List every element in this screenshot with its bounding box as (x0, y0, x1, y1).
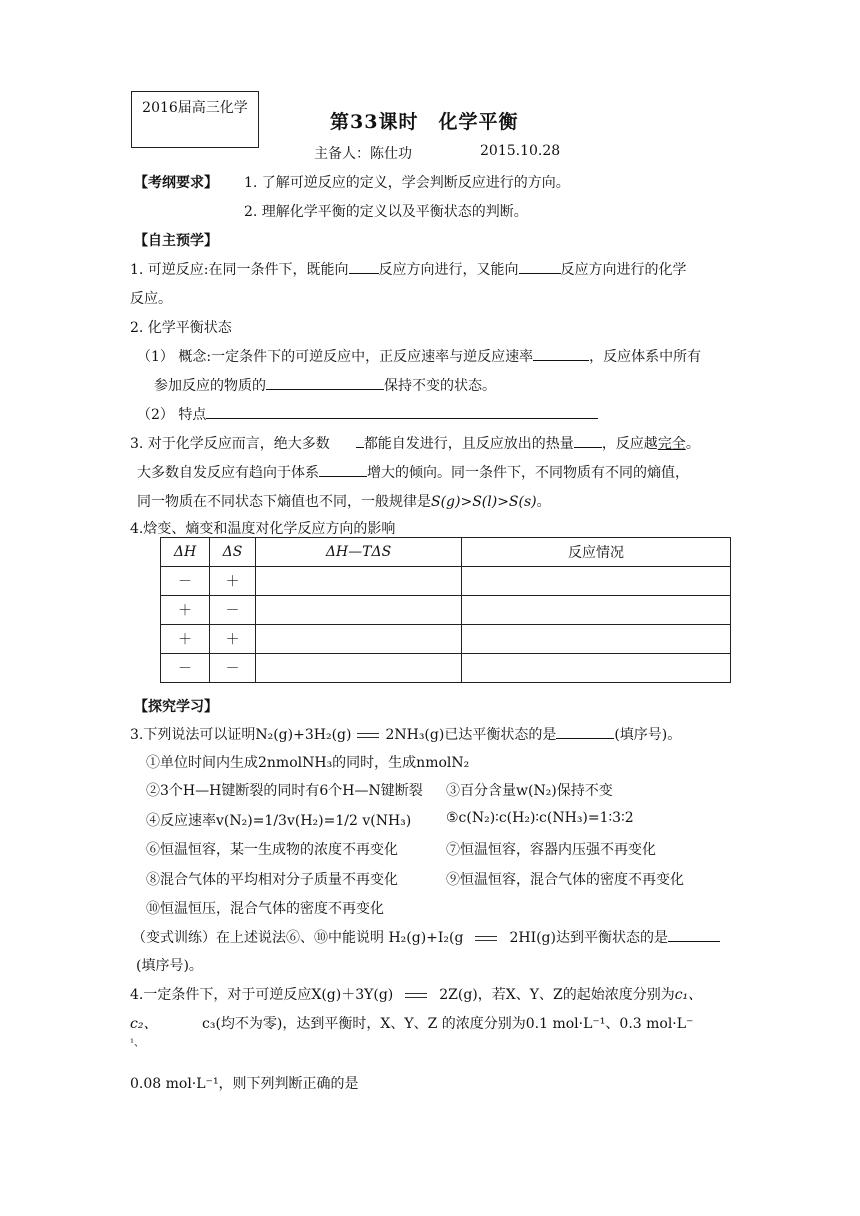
option-3: ③百分含量w(N₂)保持不变 (446, 783, 613, 799)
date: 2015.10.28 (480, 143, 561, 159)
tanjiu-q3: 3.下列说法可以证明N₂(g)+3H₂(g) 2NH₃(g)已达平衡状态的是 (填序号)。 (130, 724, 681, 744)
option-10: ⑩恒温恒压，混合气体的密度不再变化 (146, 901, 384, 917)
equilibrium-arrow-icon (475, 934, 497, 942)
yuxue-q3: 3. 对于化学反应而言，绝大多数 都能自发进行，且反应放出的热量 ，反应越完全。 (130, 433, 700, 453)
tanjiu-q4-end: 0.08 mol·L⁻¹，则下列判断正确的是 (130, 1076, 359, 1092)
kaogang-item-2: 2. 理解化学平衡的定义以及平衡状态的判断。 (244, 204, 528, 220)
enthalpy-entropy-table (160, 537, 731, 683)
preparer: 主备人：陈仕功 (314, 146, 412, 162)
table-row: ＋ ＋ (161, 625, 731, 654)
class-label: 2016届高三化学 (142, 100, 248, 116)
option-8: ⑧混合气体的平均相对分子质量不再变化 (146, 872, 398, 888)
table-row: ＋ － (161, 596, 731, 625)
equilibrium-arrow-icon (357, 731, 379, 739)
header-reaction: 反应情况 (462, 538, 731, 567)
yuxue-q2: 2. 化学平衡状态 (130, 320, 232, 336)
tanjiu-q4-wrap: ¹、 (130, 1038, 145, 1049)
tanjiu-q4: 4.一定条件下，对于可逆反应X(g)＋3Y(g) 2Z(g)，若X、Y、Z的起始浓度分别为c₁、 (130, 987, 703, 1003)
yuxue-q1-cont: 反应。 (130, 291, 172, 307)
equilibrium-arrow-icon (405, 991, 427, 999)
page-title: 第33课时 化学平衡 (330, 111, 519, 133)
variant-question-cont: (填序号)。 (136, 958, 203, 974)
option-6: ⑥恒温恒容，某一生成物的浓度不再变化 (146, 842, 398, 858)
header-ds: ΔS (222, 544, 243, 560)
yuxue-q2-2: （2） 特点 (137, 404, 598, 424)
option-1: ①单位时间内生成2nmolNH₃的同时，生成nmolN₂ (146, 755, 470, 771)
table-row: － － (161, 654, 731, 683)
option-4: ④反应速率v(N₂)=1/3v(H₂)=1/2 v(NH₃) (146, 813, 412, 829)
header-dh-tds: ΔH—TΔS (325, 544, 392, 560)
tanjiu-q4-cont: c₃(均不为零)，达到平衡时，X、Y、Z 的浓度分别为0.1 mol·L⁻¹、0.3 mol·L⁻ (202, 1016, 694, 1032)
option-7: ⑦恒温恒容，容器内压强不再变化 (446, 842, 656, 858)
tanjiu-label: 【探究学习】 (134, 699, 218, 715)
yuxue-q4: 4.焓变、熵变和温度对化学反应方向的影响 (130, 521, 396, 537)
header-dh: ΔH (173, 544, 197, 560)
kaogang-item-1: 1. 了解可逆反应的定义，学会判断反应进行的方向。 (244, 175, 570, 191)
yuxue-q2-1-cont: 参加反应的物质的 保持不变的状态。 (154, 375, 496, 395)
tanjiu-q4-c2: c₂、 (130, 1016, 158, 1032)
yuxue-q3-cont2: 同一物质在不同状态下熵值也不同，一般规律是S(g)>S(l)>S(s)。 (137, 494, 551, 510)
yuxue-q3-cont: 大多数自发反应有趋向于体系 增大的倾向。同一条件下，不同物质有不同的熵值， (137, 462, 689, 482)
option-5: ⑤c(N₂)∶c(H₂)∶c(NH₃)=1∶3∶2 (446, 810, 634, 826)
option-9: ⑨恒温恒容，混合气体的密度不再变化 (446, 872, 684, 888)
option-2: ②3个H—H键断裂的同时有6个H—N键断裂 (146, 783, 423, 799)
variant-question: （变式训练）在上述说法⑥、⑩中能说明 H₂(g)+I₂(g 2HI(g)达到平衡状态的是 (132, 927, 720, 947)
class-label-box (131, 91, 259, 148)
kaogang-label: 【考纲要求】 (134, 175, 218, 191)
yuxue-q1: 1. 可逆反应:在同一条件下，既能向 反应方向进行，又能向 反应方向进行的化学 (130, 259, 687, 279)
yuxue-label: 【自主预学】 (134, 233, 218, 249)
table-header-row (161, 538, 731, 567)
yuxue-q2-1: （1） 概念:一定条件下的可逆反应中，正反应速率与逆反应速率 ，反应体系中所有 (137, 346, 701, 366)
table-row: － ＋ (161, 567, 731, 596)
